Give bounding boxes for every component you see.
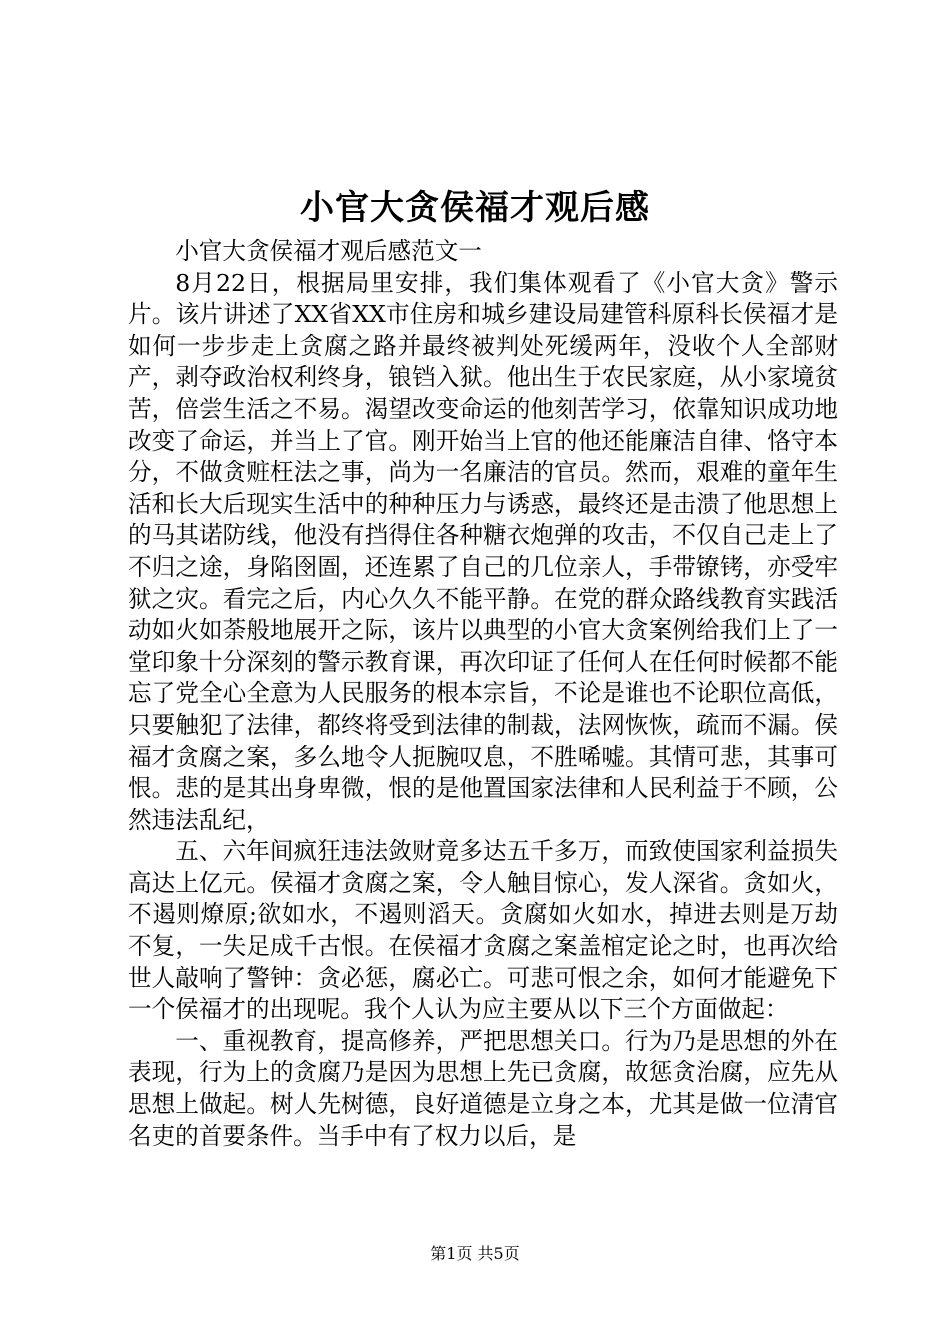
- paragraph-2: 五、六年间疯狂违法敛财竟多达五千多万，而致使国家利益损失高达上亿元。侯福才贪腐之案，令人触目惊心，发人深省。贪如火，不遏则燎原;欲如水，不遏则滔天。贪腐如火如水，掉进去则是万劫不复，一失足成千古恨。在侯福才贪腐之案盖棺定论之时，也再次给世人敲响了警钟：贪必惩，腐必亡。可悲可恨之余，如何才能避免下一个侯福才的出现呢。我个人认为应主要从以下三个方面做起：: [128, 837, 838, 1024]
- document-title: 小官大贪侯福才观后感: [300, 188, 650, 228]
- paragraph-3: 一、重视教育，提高修养，严把思想关口。行为乃是思想的外在表现，行为上的贪腐乃是因为思想上先已贪腐，故惩贪治腐，应先从思想上做起。树人先树德，良好道德是立身之本，尤其是做一位清官名吏的首要条件。当手中有了权力以后，是: [128, 1026, 838, 1150]
- document-body: [128, 236, 838, 1152]
- page-number: 第1页 共5页: [430, 1244, 520, 1263]
- document-subtitle: 小官大贪侯福才观后感范文一: [175, 237, 482, 265]
- paragraph-1: 8月22日，根据局里安排，我们集体观看了《小官大贪》警示片。该片讲述了XX省XX市住房和城乡建设局建管科原科长侯福才是如何一步步走上贪腐之路并最终被判处死缓两年，没收个人全部财产，剥夺政治权利终身，锒铛入狱。他出生于农民家庭，从小家境贫苦，倍尝生活之不易。渴望改变命运的他刻苦学习，依靠知识成功地改变了命运，并当上了官。刚开始当上官的他还能廉洁自律、恪守本分，不做贪赃枉法之事，尚为一名廉洁的官员。然而，艰难的童年生活和长大后现实生活中的种种压力与诱惑，最终还是击溃了他思想上的马其诺防线，他没有挡得住各种糖衣炮弹的攻击，不仅自己走上了不归之途，身陷囹圄，还连累了自己的几位亲人，手带镣铐，亦受牢狱之灾。看完之后，内心久久不能平静。在党的群众路线教育实践活动如火如荼般地展开之际，该片以典型的小官大贪案例给我们上了一堂印象十分深刻的警示教育课，再次印证了任何人在任何时候都不能忘了党全心全意为人民服务的根本宗旨，不论是谁也不论职位高低，只要触犯了法律，都终将受到法律的制裁，法网恢恢，疏而不漏。侯福才贪腐之案，多么地令人扼腕叹息，不胜唏嘘。其情可悲，其事可恨。悲的是其出身卑微，恨的是他置国家法律和人民利益于不顾，公然违法乱纪，: [128, 268, 838, 834]
